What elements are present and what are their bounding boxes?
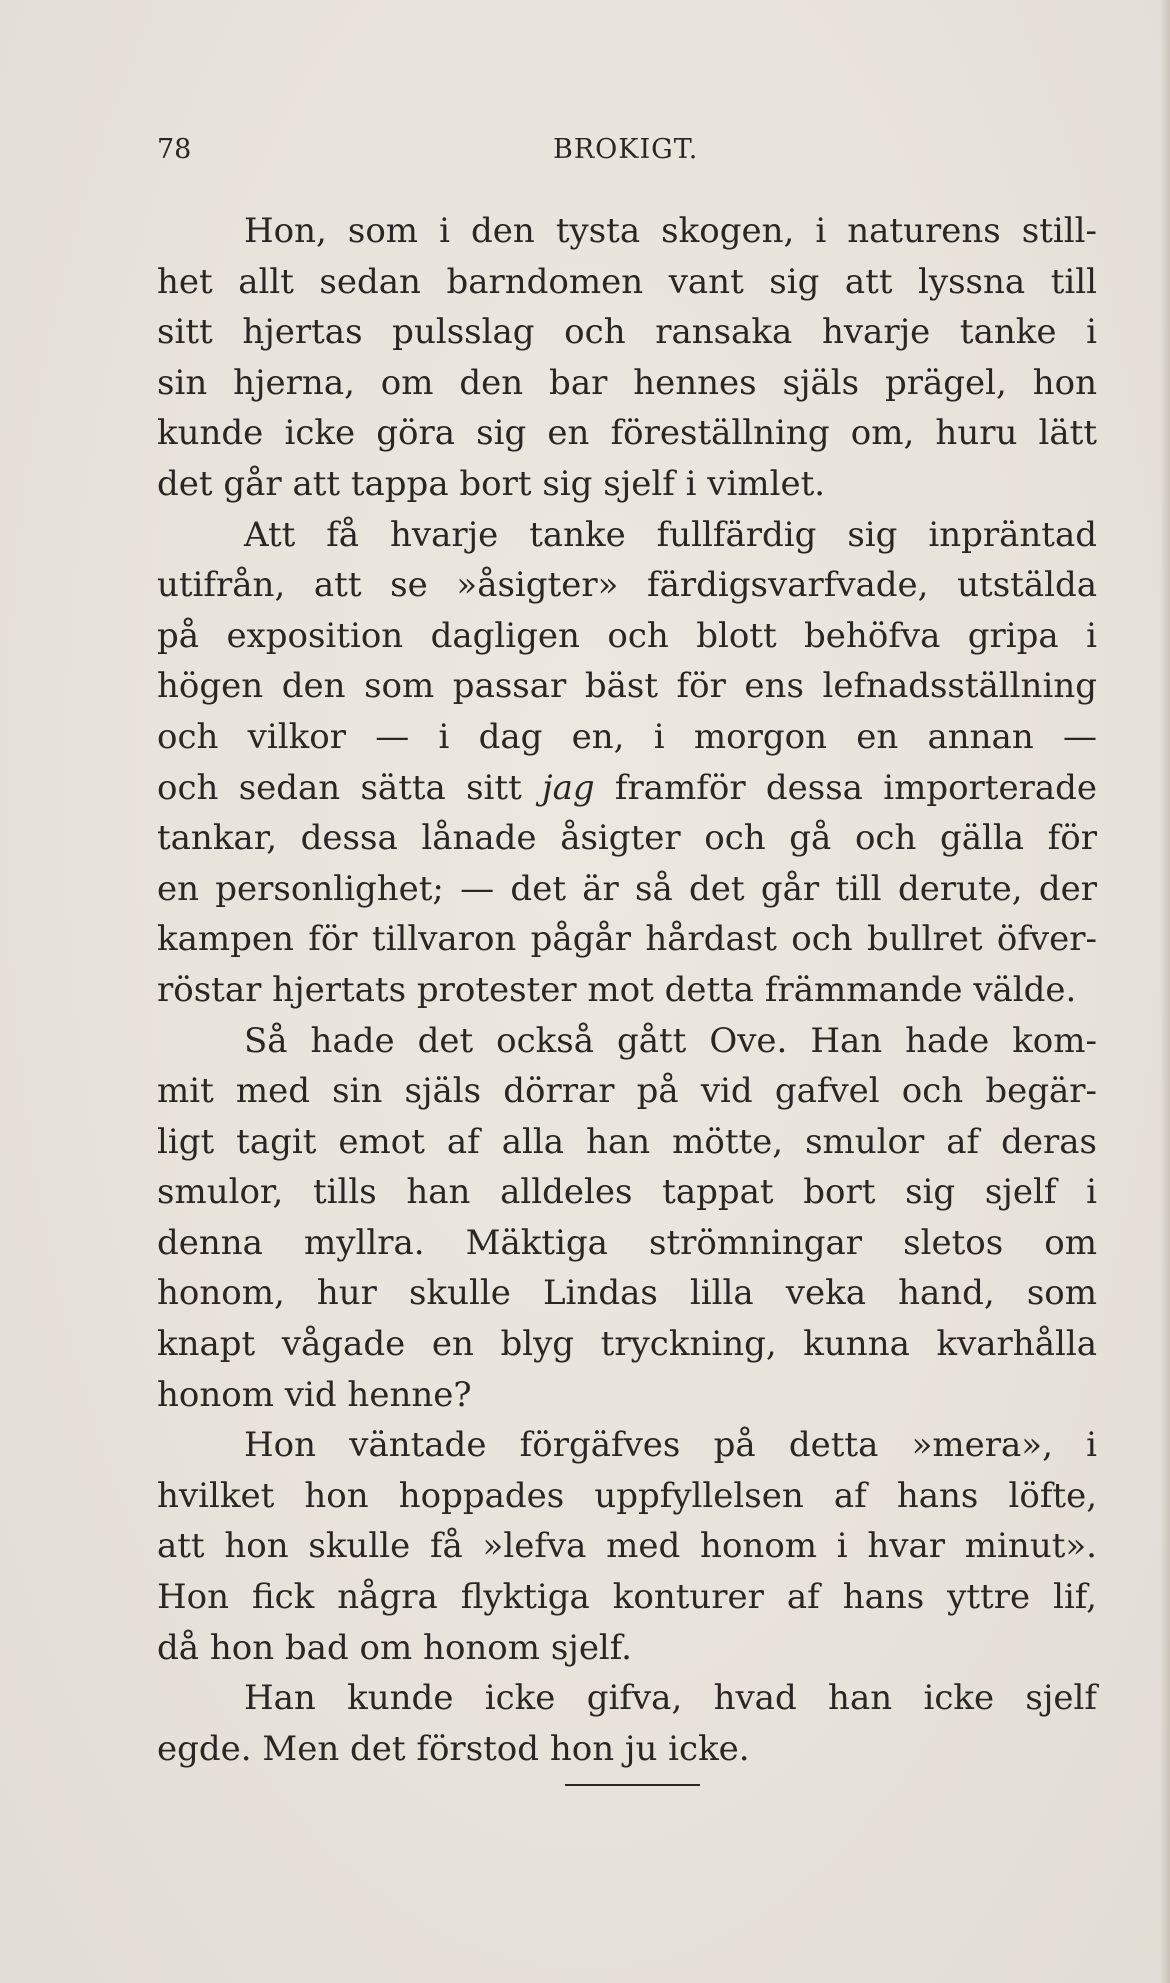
text-line: Hon väntade förgäfves på detta »mera», i: [244, 1425, 1097, 1466]
running-title: BROKIGT.: [553, 134, 699, 165]
text-line: sitt hjertas pulsslag och ransaka hvarje tanke i: [157, 312, 1097, 353]
body-text: [157, 206, 1097, 1774]
text-line: ligt tagit emot af alla han mötte, smulor af deras: [157, 1121, 1097, 1162]
text-line: [157, 763, 1097, 814]
text-line: Så hade det också gått Ove. Han hade kom-: [244, 1020, 1097, 1061]
text-line: egde. Men det förstod hon ju icke.: [157, 1728, 750, 1769]
page-number: 78: [157, 134, 192, 165]
text-line: hvilket hon hoppades uppfyllelsen af hans löfte,: [157, 1475, 1097, 1516]
text-line: tankar, dessa lånade åsigter och gå och gälla för: [157, 818, 1097, 859]
text-line: smulor, tills han alldeles tappat bort sig sjelf i: [157, 1172, 1097, 1213]
text-segment: framför dessa importerade: [614, 767, 1097, 808]
text-line: utifrån, att se »åsigter» färdigsvarfvade, utstälda: [157, 565, 1097, 606]
text-line: en personlighet; — det är så det går till derute, der: [157, 868, 1097, 909]
text-line: het allt sedan barndomen vant sig att lyssna till: [157, 261, 1097, 302]
text-line: kampen för tillvaron pågår hårdast och bullret öfver-: [157, 919, 1097, 960]
text-line: då hon bad om honom sjelf.: [157, 1627, 632, 1668]
text-line: Hon, som i den tysta skogen, i naturens still-: [244, 211, 1097, 251]
text-line: Hon fick några flyktiga konturer af hans yttre lif,: [157, 1577, 1097, 1618]
text-line: och vilkor — i dag en, i morgon en annan —: [157, 716, 1097, 757]
text-line: honom, hur skulle Lindas lilla veka hand, som: [157, 1273, 1097, 1314]
text-line: kunde icke göra sig en föreställning om, huru lätt: [157, 413, 1097, 454]
text-line: högen den som passar bäst för ens lefnadsställning: [157, 666, 1097, 707]
text-line: att hon skulle få »lefva med honom i hvar minut».: [157, 1526, 1097, 1567]
text-line: det går att tappa bort sig sjelf i vimlet.: [157, 463, 826, 504]
text-line: knapt vågade en blyg tryckning, kunna kvarhålla: [157, 1324, 1097, 1365]
text-segment: och sedan sätta sitt: [157, 767, 522, 808]
text-line: Att få hvarje tanke fullfärdig sig inpräntad: [244, 514, 1097, 555]
text-line: Han kunde icke gifva, hvad han icke sjelf: [244, 1678, 1097, 1719]
page-edge-shadow: [1160, 0, 1170, 1983]
text-line: på exposition dagligen och blott behöfva gripa i: [157, 615, 1097, 656]
text-line: mit med sin själs dörrar på vid gafvel och begär-: [157, 1071, 1097, 1112]
text-line: sin hjerna, om den bar hennes själs prägel, hon: [157, 362, 1097, 403]
text-line: röstar hjertats protester mot detta främmande välde.: [157, 969, 1077, 1010]
italic-word: jag: [542, 767, 595, 808]
text-line: honom vid henne?: [157, 1374, 472, 1415]
running-head: [157, 134, 1097, 174]
end-rule: [565, 1784, 700, 1786]
text-line: denna myllra. Mäktiga strömningar sletos om: [157, 1222, 1097, 1263]
